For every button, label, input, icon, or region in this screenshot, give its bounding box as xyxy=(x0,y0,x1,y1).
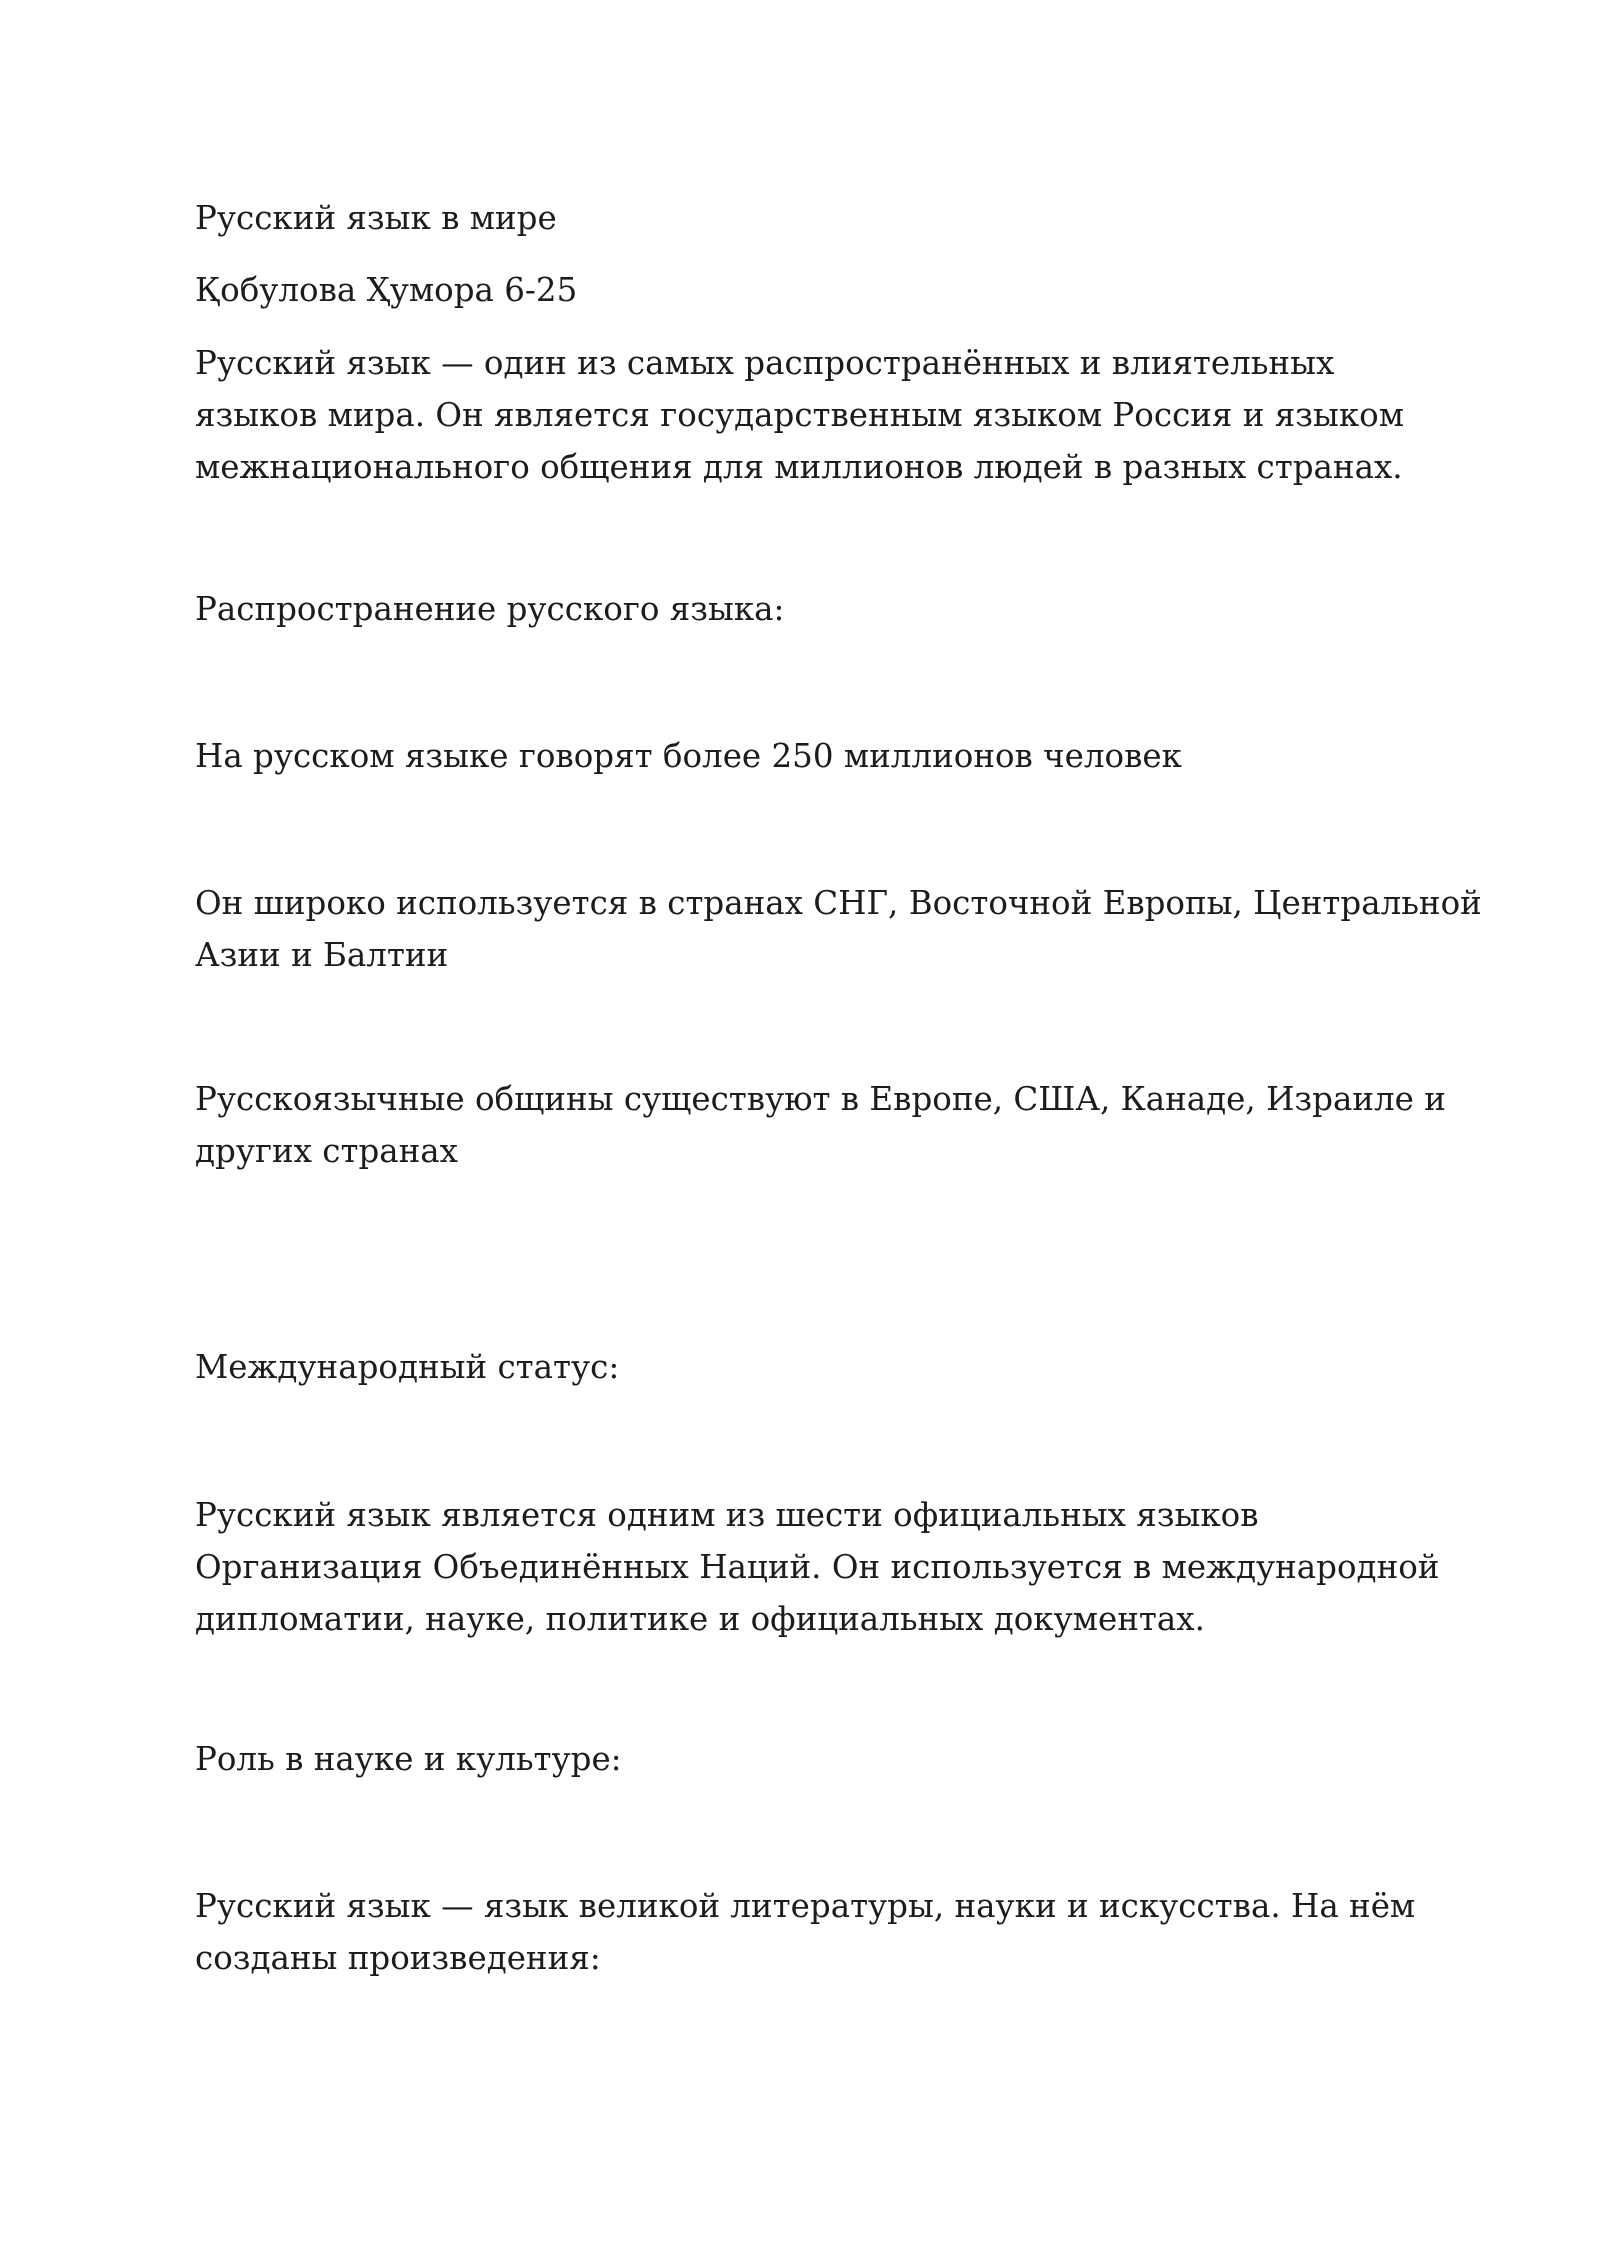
spread-regions-paragraph: Он широко используется в странах СНГ, Восточной Европы, Центральной Азии и Балтии xyxy=(195,884,1482,974)
document-title: Русский язык в мире xyxy=(195,199,557,237)
author-line: Қобулова Ҳумора 6-25 xyxy=(195,271,578,309)
spread-communities-paragraph: Русскоязычные общины существуют в Европе, США, Канаде, Израиле и других странах xyxy=(195,1080,1446,1170)
status-paragraph: Русский язык является одним из шести официальных языков Организация Объединённых Наций. Он используется в международной дипломатии, науке, политике и официальных документах. xyxy=(195,1496,1440,1638)
culture-paragraph: Русский язык — язык великой литературы, науки и искусства. На нём созданы произведения: xyxy=(195,1887,1416,1977)
status-heading: Международный статус: xyxy=(195,1348,620,1386)
intro-paragraph: Русский язык — один из самых распространённых и влиятельных языков мира. Он является государственным языком Россия и языком межнационального общения для миллионов людей в разных странах. xyxy=(195,344,1405,486)
culture-heading: Роль в науке и культуре: xyxy=(195,1740,622,1778)
spread-speakers-paragraph: На русском языке говорят более 250 миллионов человек xyxy=(195,737,1182,775)
spread-heading: Распространение русского языка: xyxy=(195,590,785,628)
